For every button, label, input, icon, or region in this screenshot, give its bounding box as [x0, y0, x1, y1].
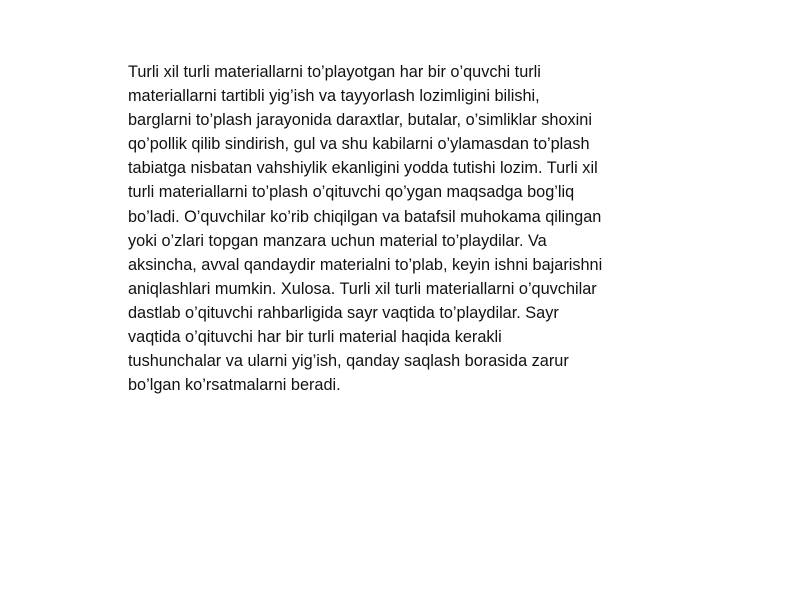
paragraph-line: bo’ladi. O’quvchilar ko’rib chiqilgan va batafsil muhokama qilingan: [128, 207, 602, 226]
paragraph-line: turli materiallarni to’plash o’qituvchi qo’ygan maqsadga bog’liq: [128, 183, 575, 202]
paragraph-line: tushunchalar va ularni yig’ish, qanday saqlash borasida zarur: [128, 352, 569, 371]
paragraph-line: aniqlashlari mumkin. Xulosa. Turli xil turli materiallarni o’quvchilar: [128, 279, 597, 298]
paragraph-line: qo’pollik qilib sindirish, gul va shu kabilarni o’ylamasdan to’plash: [128, 135, 590, 154]
paragraph-line: yoki o’zlari topgan manzara uchun material to’playdilar. Va: [128, 231, 547, 250]
paragraph-line: vaqtida o’qituvchi har bir turli material haqida kerakli: [128, 328, 502, 347]
paragraph-line: aksincha, avval qandaydir materialni to’plab, keyin ishni bajarishni: [128, 255, 603, 274]
paragraph-line: tabiatga nisbatan vahshiylik ekanligini yodda tutishi lozim. Turli xil: [128, 159, 598, 178]
paragraph-line: materiallarni tartibli yig’ish va tayyorlash lozimligini bilishi,: [128, 87, 540, 106]
paragraph-line: Turli xil turli materiallarni to’playotgan har bir o’quvchi turli: [128, 63, 541, 81]
body-paragraph: [128, 60, 673, 397]
paragraph-line: bo’lgan ko’rsatmalarni beradi.: [128, 376, 341, 395]
paragraph-line: barglarni to’plash jarayonida daraxtlar, butalar, o’simliklar shoxini: [128, 111, 592, 130]
paragraph-line: dastlab o’qituvchi rahbarligida sayr vaqtida to’playdilar. Sayr: [128, 303, 559, 322]
